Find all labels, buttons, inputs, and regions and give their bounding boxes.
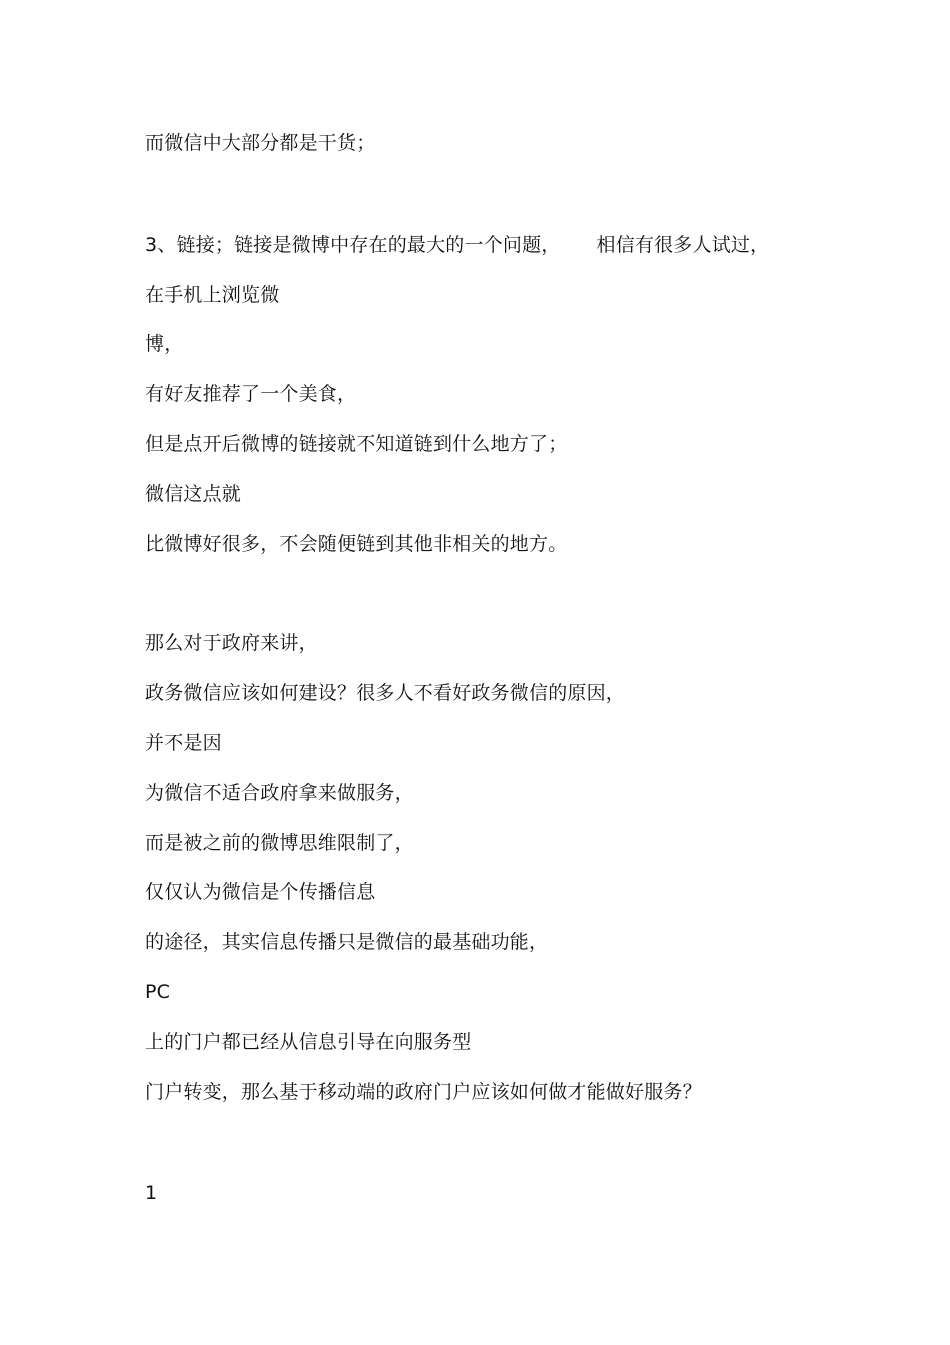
text-line: 那么对于政府来讲， (145, 632, 318, 654)
text-line: 微信这点就 (145, 483, 242, 505)
text-line: 为微信不适合政府拿来做服务， (145, 782, 414, 804)
text-line: 而微信中大部分都是干货； (145, 132, 376, 154)
text-line: 仅仅认为微信是个传播信息 (145, 881, 376, 903)
text-line: PC (145, 981, 171, 1003)
text-line: 而是被之前的微博思维限制了， (145, 832, 414, 854)
text-line: 在手机上浏览微 (145, 284, 280, 306)
text-line: 的途径，其实信息传播只是微信的最基础功能， (145, 931, 549, 953)
text-segment: 3、链接；链接是微博中存在的最大的一个问题， (145, 234, 561, 256)
text-line: 门户转变，那么基于移动端的政府门户应该如何做才能做好服务？ (145, 1081, 702, 1103)
text-line: 有好友推荐了一个美食， (145, 383, 357, 405)
text-line: 但是点开后微博的链接就不知道链到什么地方了； (145, 433, 568, 455)
text-line: 上的门户都已经从信息引导在向服务型 (145, 1031, 472, 1053)
text-segment: 相信有很多人试过， (596, 234, 770, 256)
text-line: 并不是因 (145, 732, 222, 754)
text-line: 政务微信应该如何建设？很多人不看好政务微信的原因， (145, 682, 626, 704)
text-line: 比微博好很多，不会随便链到其他非相关的地方。 (145, 533, 568, 555)
text-line: 博， (145, 333, 184, 355)
page-number: 1 (145, 1182, 158, 1204)
text-line-numbered (145, 233, 769, 257)
